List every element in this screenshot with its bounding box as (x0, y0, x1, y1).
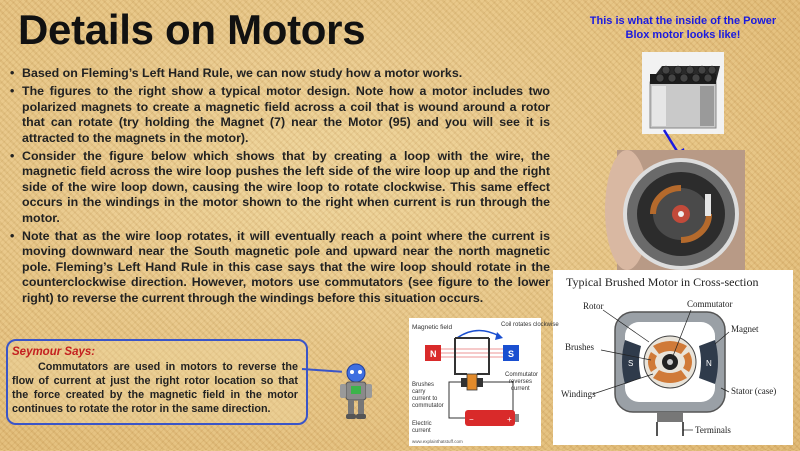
bullet-item (8, 149, 550, 226)
motor-photo-caption: This is what the inside of the Power Blox motor looks like! (589, 15, 777, 41)
label-windings: Windings (561, 389, 596, 399)
cross-section-figure (553, 270, 793, 445)
commutator-ring (467, 374, 477, 390)
label-brushes-carry: Brushes carry current to commutator (412, 382, 444, 409)
label-stator: Stator (case) (731, 386, 777, 396)
bullet-dot: • (10, 229, 15, 244)
label-rotor: Rotor (583, 301, 604, 311)
power-blox-block-photo (642, 52, 724, 134)
wire-loop-figure (409, 318, 559, 446)
label-commutator-reverses: Commutator reverses current (505, 372, 539, 392)
label-electric-current: Electric current (412, 421, 432, 434)
seymour-title: Seymour Says: (12, 346, 96, 358)
label-terminals: Terminals (695, 425, 731, 435)
seymour-robot-icon (338, 362, 374, 422)
motor-interior-illustration (617, 150, 745, 272)
motor-interior-photo (617, 150, 745, 272)
slide-title: Details on Motors (18, 6, 366, 53)
bullet-dot: • (10, 66, 15, 80)
minus-terminal: − (469, 415, 474, 424)
north-label: N (430, 349, 437, 359)
wire-loop-diagram (409, 318, 559, 446)
bullet-list (8, 66, 550, 309)
label-magnet: Magnet (731, 324, 759, 334)
bullet-item (8, 229, 550, 306)
bullet-text: Note that as the wire loop rotates, it will eventually reach a point where the current is moving downward near the South magnetic pole and upward near the north magnetic pole. Fleming’s Left Hand Rule in this case says that the wire loop should rotate in the counterclockwise direction. However, motors use commutators (see figure to the lower right) to reverse the current through the windings before this situation occurs. (22, 229, 550, 305)
credit-text: www.explainthatstuff.com (412, 439, 463, 444)
south-label: S (508, 349, 515, 359)
cross-section-diagram (553, 270, 793, 445)
bullet-item (8, 66, 550, 81)
pole-s-label: S (628, 359, 634, 368)
seymour-text: Commutators are used in motors to reverse the flow of current at just the right rotor location so that the force created by the magnetic field in the motor continues to rotate the rotor in the same direction. (12, 361, 298, 415)
label-commutator: Commutator (687, 299, 733, 309)
label-coil-rotates: Coil rotates clockwise (501, 322, 559, 328)
label-brushes: Brushes (565, 342, 594, 352)
bullet-dot: • (10, 149, 15, 164)
label-magnetic-field: Magnetic field (412, 324, 453, 331)
power-blox-block-illustration (642, 52, 724, 134)
bullet-item (8, 84, 550, 146)
bullet-dot: • (10, 84, 15, 99)
plus-terminal: + (507, 415, 512, 424)
cross-section-title: Typical Brushed Motor in Cross-section (566, 275, 759, 289)
bullet-text: Consider the figure below which shows that by creating a loop with the wire, the magnetic field across the wire loop pushes the left side of the wire loop up and the right side of the wire loop down, causing the wire loop to rotate clockwise. This same effect occurs in the windings in the motor shown to the right when current is run through the motor. (22, 149, 550, 225)
bullet-text: Based on Fleming’s Left Hand Rule, we can now study how a motor works. (22, 66, 463, 80)
bullet-text: The figures to the right show a typical motor design. Note how a motor includes two polarized magnets to create a magnetic field across a coil that is wound around a rotor that can rotate (try holding the Magnet (7) near the Motor (95) and you will see it is attracted to the magnets in the motor). (22, 84, 550, 145)
pole-n-label: N (706, 359, 712, 368)
